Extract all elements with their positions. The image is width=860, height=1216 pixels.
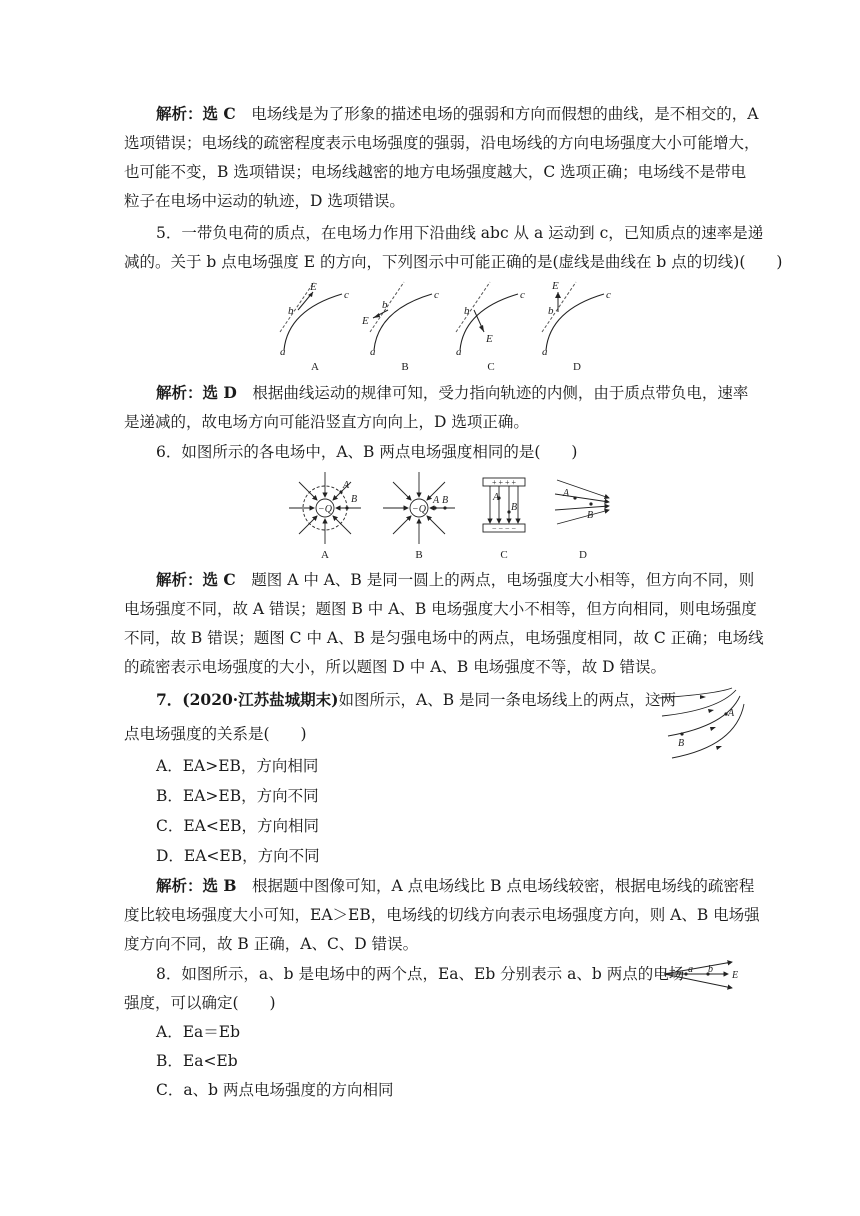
q5-c-point-b: b [464, 305, 470, 317]
q6-panel-d [555, 480, 609, 524]
q5-b-point-b: b [382, 299, 388, 311]
q6-answer: 选 C [202, 570, 236, 589]
q6-caption-c: C [500, 549, 508, 561]
q7-point-b: B [678, 738, 685, 749]
q5-panel-c [456, 282, 525, 358]
q5-a-point-a: a [280, 346, 286, 358]
q5-c-point-c: c [520, 289, 525, 301]
q8-option-c: C．a、b 两点电场强度的方向相同 [156, 1081, 394, 1099]
q5-c-label-e: E [486, 333, 493, 345]
q6-analysis-line-4: 的疏密表示电场强度的大小，所以题图 D 中 A、B 电场强度不等，故 D 错误。 [124, 658, 667, 676]
q7-option-a: A．EA>EB，方向相同 [156, 757, 319, 775]
q5-figure [270, 280, 610, 372]
q8-figure [662, 958, 744, 994]
q6-caption-d: D [579, 549, 587, 561]
q5-caption-a: A [311, 361, 319, 373]
q5-caption-b: B [401, 361, 409, 373]
q5-d-label-e: E [552, 280, 559, 292]
q4-analysis-line-2: 选项错误；电场线的疏密程度表示电场强度的强弱，沿电场线的方向电场强度大小可能增大， [124, 134, 760, 152]
q4-analysis-line-3: 也可能不变，B 选项错误；电场线越密的地方电场强度越大，C 选项正确；电场线不是带电 [124, 163, 747, 181]
q8-option-b: B．Ea<Eb [156, 1052, 238, 1070]
q5-analysis-line-2: 是递减的，故电场方向可能沿竖直方向向上，D 选项正确。 [124, 413, 529, 431]
q7-option-c: C．EA<EB，方向相同 [156, 817, 320, 835]
q6-analysis-text-1: 题图 A 中 A、B 是同一圆上的两点，电场强度大小相等，但方向不同，则 [251, 571, 755, 589]
q5-stem-line-2: 减的。关于 b 点电场强度 E 的方向，下列图示中可能正确的是(虚线是曲线在 b 点的切线)( ) [124, 253, 783, 271]
q5-answer: 选 D [202, 383, 237, 402]
q5-stem-line-1: 5．一带负电荷的质点，在电场力作用下沿曲线 abc 从 a 运动到 c，已知质点的速率是递 [156, 224, 764, 242]
q5-analysis-text-1: 根据曲线运动的规律可知，受力指向轨迹的内侧，由于质点带负电，速率 [252, 384, 749, 402]
q5-caption-c: C [487, 361, 495, 373]
q5-a-point-b: b [288, 305, 294, 317]
q5-a-point-c: c [344, 289, 349, 301]
q6-figure [283, 470, 613, 562]
q4-analysis-label: 解析： [156, 104, 203, 123]
q8-point-a: a [688, 964, 693, 975]
q7-number: 7． [156, 690, 183, 709]
q7-point-a: A [728, 708, 735, 719]
q7-figure [656, 686, 746, 762]
q6-stem: 6．如图所示的各电场中，A、B 两点电场强度相同的是( ) [156, 443, 578, 461]
q6-d-point-a: A [563, 488, 570, 499]
q6-caption-b: B [415, 549, 423, 561]
q6-analysis-label: 解析： [156, 570, 203, 589]
q6-c-minus: − − − − [491, 524, 517, 533]
q8-point-b: b [708, 964, 713, 975]
q6-analysis-line-3: 不同，故 B 错误；题图 C 中 A、B 是匀强电场中的两点，电场强度相同，故 C 正确；电场线 [124, 629, 764, 647]
q7-answer: 选 B [202, 876, 237, 895]
q6-c-point-a: A [493, 492, 500, 503]
q5-d-point-b: b [548, 305, 554, 317]
q7-option-d: D．EA<EB，方向不同 [156, 847, 320, 865]
q6-analysis-line-1 [156, 570, 772, 590]
q8-label-e: E [732, 970, 739, 981]
q5-analysis-line-1 [156, 383, 772, 403]
q7-analysis-label: 解析： [156, 876, 203, 895]
q5-b-point-c: c [434, 289, 439, 301]
q5-analysis-label: 解析： [156, 383, 203, 402]
q6-panel-b [383, 472, 455, 544]
q4-analysis-line-1 [156, 104, 772, 124]
q4-analysis-line-4: 粒子在电场中运动的轨迹，D 选项错误。 [124, 192, 405, 210]
q7-stem-rest: 如图所示，A、B 是同一条电场线上的两点，这两 [338, 691, 677, 709]
q5-d-point-a: a [542, 346, 548, 358]
q5-caption-d: D [573, 361, 581, 373]
q7-analysis-text-1: 根据题中图像可知，A 点电场线比 B 点电场线较密，根据电场线的疏密程 [252, 877, 755, 895]
q5-b-label-e: E [362, 315, 369, 327]
q5-d-point-c: c [606, 289, 611, 301]
q6-a-point-b: B [351, 494, 358, 505]
q4-analysis-text-1: 电场线是为了形象的描述电场的强弱和方向而假想的曲线，是不相交的，A [251, 105, 759, 123]
q7-option-b: B．EA>EB，方向不同 [156, 787, 319, 805]
q6-analysis-line-2: 电场强度不同，故 A 错误；题图 B 中 A、B 电场强度大小不相等，但方向相同，则电场强度 [124, 600, 757, 618]
q6-b-point-b: B [442, 495, 449, 506]
q7-stem-line-2: 点电场强度的关系是( ) [124, 725, 307, 743]
q5-panel-d [542, 280, 611, 358]
q6-b-point-a: A [433, 495, 440, 506]
q4-answer: 选 C [202, 104, 236, 123]
q8-stem-line-1: 8．如图所示，a、b 是电场中的两个点，Ea、Eb 分别表示 a、b 两点的电场 [156, 965, 685, 983]
q8-stem-line-2: 强度，可以确定( ) [124, 994, 276, 1012]
q6-c-point-b: B [511, 502, 518, 513]
q6-caption-a: A [321, 549, 329, 561]
q7-analysis-line-1 [156, 876, 772, 896]
q7-stem-line-1 [156, 690, 677, 710]
q7-source: (2020·江苏盐城期末) [182, 690, 339, 709]
q5-b-point-a: a [370, 346, 376, 358]
q6-a-charge: −Q [318, 504, 332, 515]
q6-panel-c [483, 478, 525, 533]
q6-c-plus: + + + + [491, 478, 517, 487]
q7-analysis-line-3: 度方向不同，故 B 正确，A、C、D 错误。 [124, 935, 419, 953]
q6-d-point-b: B [587, 510, 594, 521]
q6-a-point-a: A [343, 480, 350, 491]
q5-panel-a [280, 281, 349, 358]
q5-c-point-a: a [456, 346, 462, 358]
q7-analysis-line-2: 度比较电场强度大小可知，EA＞EB，电场线的切线方向表示电场强度方向，则 A、B 电场强 [124, 906, 760, 924]
q5-a-label-e: E [310, 281, 317, 293]
q6-b-charge: −Q [412, 504, 426, 515]
q5-panel-b [361, 282, 439, 358]
q8-option-a: A．Ea＝Eb [156, 1023, 240, 1041]
